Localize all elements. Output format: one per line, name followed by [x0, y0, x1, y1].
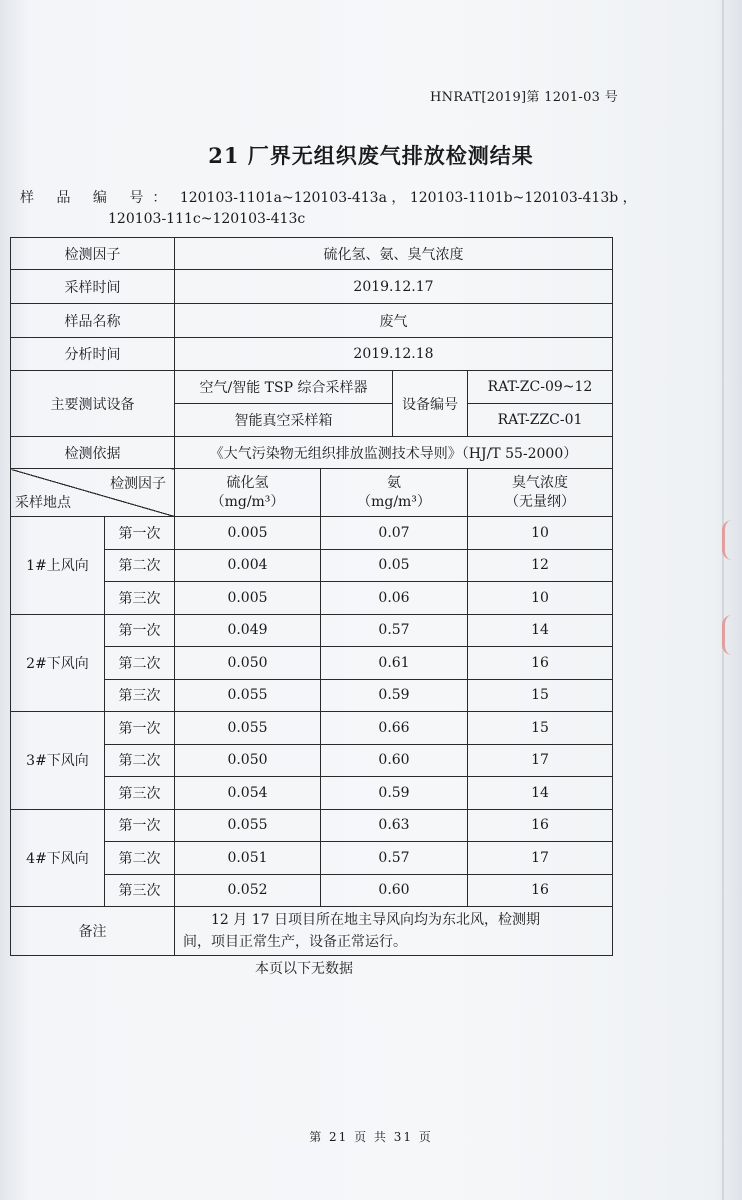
nh3-value: 0.05 [321, 549, 468, 582]
odor-value: 14 [468, 614, 613, 647]
nh3-value: 0.60 [321, 744, 468, 777]
h2s-value: 0.051 [175, 842, 321, 875]
table-row [11, 712, 613, 745]
column-h2s-unit: （mg/m³） [210, 493, 285, 510]
nh3-value: 0.60 [321, 874, 468, 907]
nh3-value: 0.66 [321, 712, 468, 745]
sample-number-label: 样 品 编 号： [20, 190, 176, 206]
sampling-round: 第一次 [105, 517, 175, 550]
site-name: 4#下风向 [11, 809, 105, 907]
report-number: HNRAT[2019]第 1201-03 号 [430, 90, 618, 105]
table-row [11, 614, 613, 647]
sampling-round: 第二次 [105, 647, 175, 680]
h2s-value: 0.052 [175, 874, 321, 907]
basis-value: 《大气污染物无组织排放监测技术导则》（HJ/T 55-2000） [175, 437, 613, 469]
h2s-value: 0.054 [175, 777, 321, 810]
nh3-value: 0.57 [321, 614, 468, 647]
basis-label: 检测依据 [11, 437, 175, 469]
h2s-value: 0.055 [175, 679, 321, 712]
odor-value: 16 [468, 647, 613, 680]
equipment-label: 主要测试设备 [11, 371, 175, 437]
sampling-round: 第一次 [105, 809, 175, 842]
sample-time-value: 2019.12.17 [175, 270, 613, 304]
analysis-time-label: 分析时间 [11, 338, 175, 371]
results-table [10, 237, 613, 956]
seal-mark [722, 520, 741, 560]
diagonal-header-factor: 检测因子 [110, 476, 166, 492]
column-header-nh3 [321, 469, 468, 517]
remark-line2: 间，项目正常生产，设备正常运行。 [183, 934, 407, 950]
h2s-value: 0.055 [175, 809, 321, 842]
seal-mark [722, 615, 741, 655]
column-header-h2s [175, 469, 321, 517]
site-name: 2#下风向 [11, 614, 105, 712]
table-row [11, 517, 613, 550]
sampling-round: 第三次 [105, 777, 175, 810]
remark-label: 备注 [11, 907, 175, 956]
sample-number-line2: 120103-111c~120103-413c [108, 211, 306, 227]
nh3-value: 0.06 [321, 582, 468, 615]
column-odor-unit: （无量纲） [505, 493, 575, 510]
h2s-value: 0.055 [175, 712, 321, 745]
sampling-round: 第二次 [105, 744, 175, 777]
sampling-round: 第三次 [105, 874, 175, 907]
factor-label: 检测因子 [11, 238, 175, 270]
site-name: 3#下风向 [11, 712, 105, 810]
sample-time-label: 采样时间 [11, 270, 175, 304]
equipment-2-number: RAT-ZZC-01 [468, 404, 613, 437]
factor-value: 硫化氢、氨、臭气浓度 [175, 238, 613, 270]
page-title: 21 厂界无组织废气排放检测结果 [208, 143, 534, 168]
sampling-round: 第一次 [105, 712, 175, 745]
nh3-value: 0.63 [321, 809, 468, 842]
odor-value: 16 [468, 809, 613, 842]
sample-number-line1: 120103-1101a~120103-413a ， 120103-1101b~120103-413b ， [179, 190, 637, 206]
sample-name-value: 废气 [175, 304, 613, 338]
h2s-value: 0.050 [175, 744, 321, 777]
equipment-2-name: 智能真空采样箱 [175, 404, 393, 437]
sample-name-label: 样品名称 [11, 304, 175, 338]
h2s-value: 0.049 [175, 614, 321, 647]
odor-value: 16 [468, 874, 613, 907]
column-h2s-name: 硫化氢 [226, 474, 269, 491]
equipment-number-label: 设备编号 [393, 371, 468, 437]
odor-value: 15 [468, 712, 613, 745]
odor-value: 10 [468, 582, 613, 615]
h2s-value: 0.050 [175, 647, 321, 680]
diagonal-header-site: 采样地点 [15, 495, 71, 511]
odor-value: 14 [468, 777, 613, 810]
sample-number-block [20, 188, 720, 230]
h2s-value: 0.004 [175, 549, 321, 582]
nh3-value: 0.57 [321, 842, 468, 875]
page-fold [722, 0, 724, 1200]
equipment-1-number: RAT-ZC-09~12 [468, 371, 613, 404]
h2s-value: 0.005 [175, 517, 321, 550]
diagonal-header-cell [11, 469, 175, 517]
odor-value: 17 [468, 842, 613, 875]
sampling-round: 第三次 [105, 582, 175, 615]
column-header-odor [468, 469, 613, 517]
nh3-value: 0.07 [321, 517, 468, 550]
table-row [11, 809, 613, 842]
column-nh3-name: 氨 [387, 474, 401, 491]
site-name: 1#上风向 [11, 517, 105, 615]
h2s-value: 0.005 [175, 582, 321, 615]
odor-value: 10 [468, 517, 613, 550]
page-footer: 第 21 页 共 31 页 [309, 1130, 433, 1144]
sampling-round: 第二次 [105, 842, 175, 875]
nh3-value: 0.59 [321, 679, 468, 712]
odor-value: 17 [468, 744, 613, 777]
odor-value: 12 [468, 549, 613, 582]
equipment-1-name: 空气/智能 TSP 综合采样器 [175, 371, 393, 404]
column-nh3-unit: （mg/m³） [357, 493, 431, 510]
remark-text [175, 907, 613, 956]
sampling-round: 第一次 [105, 614, 175, 647]
nh3-value: 0.61 [321, 647, 468, 680]
analysis-time-value: 2019.12.18 [175, 338, 613, 371]
nh3-value: 0.59 [321, 777, 468, 810]
sampling-round: 第二次 [105, 549, 175, 582]
sampling-round: 第三次 [105, 679, 175, 712]
odor-value: 15 [468, 679, 613, 712]
end-note: 本页以下无数据 [255, 961, 353, 977]
remark-line1: 12 月 17 日项目所在地主导风向均为东北风，检测期 [211, 912, 540, 928]
column-odor-name: 臭气浓度 [512, 474, 568, 491]
